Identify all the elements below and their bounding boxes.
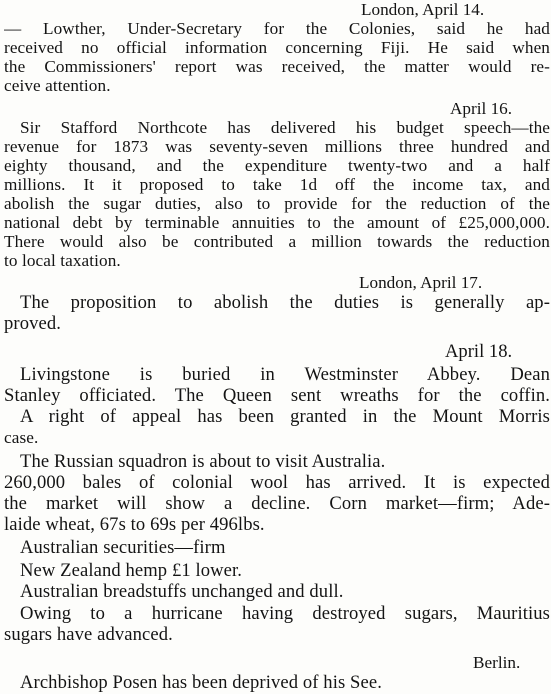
dateline-april-18: April 18.: [445, 341, 513, 362]
news-line: to local taxation.: [4, 251, 121, 270]
dateline-london-april-14: London, April 14.: [361, 0, 485, 19]
news-line: laide wheat, 67s to 69s per 496lbs.: [4, 514, 265, 535]
news-line: Australian breadstuffs unchanged and dull.: [20, 581, 344, 602]
news-line: ceive attention.: [4, 76, 111, 95]
news-line: abolish the sugar duties, also to provide for the reduction of the: [4, 194, 550, 213]
news-line: the market will show a decline. Corn market—firm; Ade-: [4, 493, 550, 514]
dateline-april-16: April 16.: [450, 99, 513, 118]
news-line: eighty thousand, and the expenditure twenty-two and a half: [4, 156, 550, 175]
news-line: Sir Stafford Northcote has delivered his budget speech—the: [20, 118, 550, 137]
news-line: national debt by terminable annuities to the amount of £25,000,000.: [4, 213, 550, 232]
news-line: sugars have advanced.: [4, 624, 173, 645]
news-line: case.: [4, 428, 39, 447]
news-line: — Lowther, Under-Secretary for the Colonies, said he had: [4, 19, 550, 38]
news-line: the Commissioners' report was received, the matter would re-: [4, 57, 550, 76]
dateline-london-april-17: London, April 17.: [359, 273, 483, 292]
news-line: millions. It it proposed to take 1d off the income tax, and: [4, 175, 550, 194]
news-line: Owing to a hurricane having destroyed sugars, Mauritius: [20, 603, 550, 624]
news-line: revenue for 1873 was seventy-seven millions three hundred and: [4, 137, 550, 156]
news-line: received no official information concerning Fiji. He said when: [4, 38, 550, 57]
news-line: 260,000 bales of colonial wool has arrived. It is expected: [4, 472, 550, 493]
dateline-berlin: Berlin.: [473, 653, 521, 672]
news-line: proved.: [4, 313, 61, 334]
news-line: The proposition to abolish the duties is generally ap-: [20, 292, 550, 313]
news-line: Livingstone is buried in Westminster Abbey. Dean: [20, 364, 550, 385]
news-line: Archbishop Posen has been deprived of his See.: [20, 672, 382, 693]
news-line: The Russian squadron is about to visit Australia.: [20, 451, 386, 472]
news-line: New Zealand hemp £1 lower.: [20, 560, 243, 581]
news-line: Australian securities—firm: [20, 537, 226, 558]
news-line: A right of appeal has been granted in the Mount Morris: [20, 406, 550, 427]
news-line: Stanley officiated. The Queen sent wreaths for the coffin.: [4, 385, 550, 406]
news-line: There would also be contributed a million towards the reduction: [4, 232, 550, 251]
